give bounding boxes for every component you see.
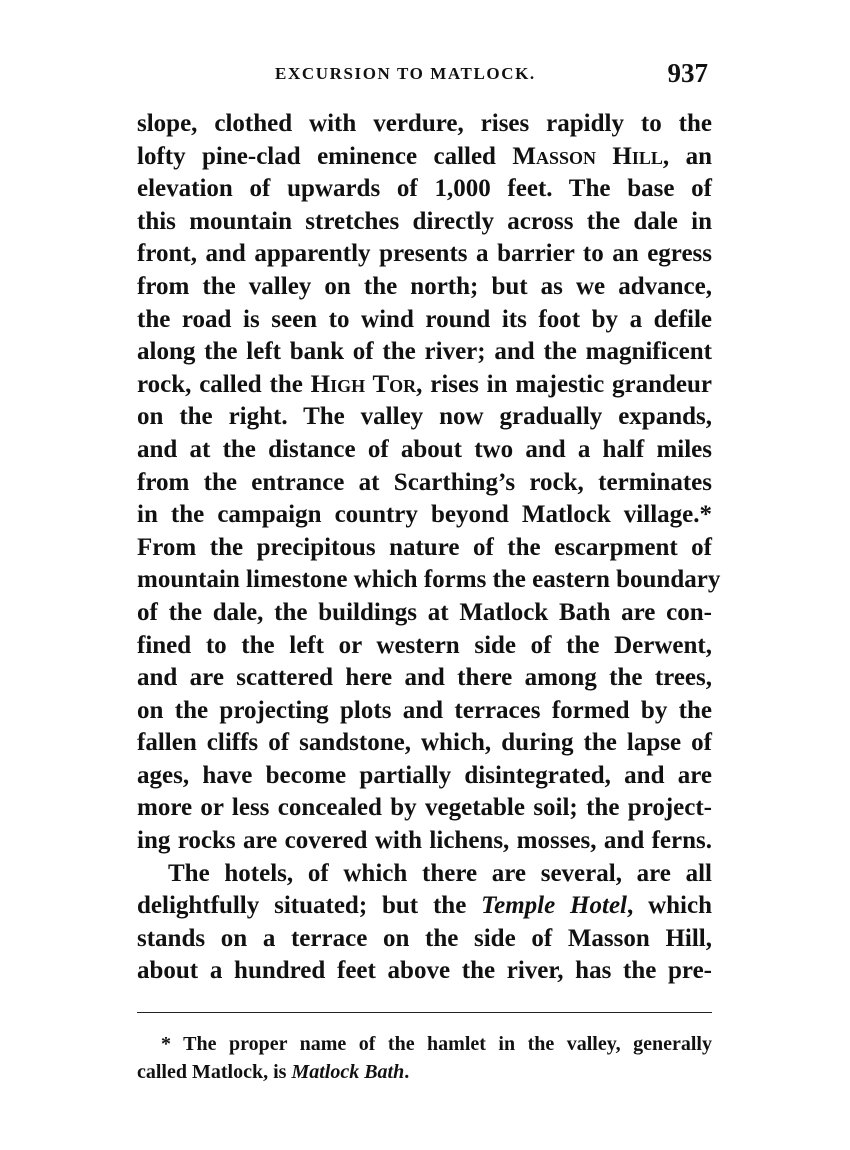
text-line: more or less concealed by vegetable soil; the project- bbox=[137, 794, 712, 822]
text-line: on the right. The valley now gradually expands, bbox=[137, 403, 712, 431]
text-line: in the campaign country beyond Matlock village.* bbox=[137, 501, 712, 529]
text-line: from the entrance at Scarthing’s rock, terminates bbox=[137, 468, 712, 496]
text-line: and are scattered here and there among the trees, bbox=[137, 664, 712, 692]
text-line-paragraph-start: The hotels, of which there are several, are all bbox=[168, 859, 712, 887]
place-name-masson-hill: Masson Hill bbox=[512, 142, 663, 170]
footnote-rule bbox=[137, 1012, 712, 1013]
text-line: ages, have become partially disintegrated, and are bbox=[137, 761, 712, 789]
text-line: lofty pine-clad eminence called Masson Hill, an bbox=[137, 142, 712, 170]
text-line: front, and apparently presents a barrier to an egress bbox=[137, 240, 712, 268]
text-line: slope, clothed with verdure, rises rapidly to the bbox=[137, 110, 712, 137]
text-line: From the precipitous nature of the escarpment of bbox=[137, 533, 712, 561]
place-name-high-tor: High Tor bbox=[310, 370, 417, 398]
text-line: of the dale, the buildings at Matlock Bath are con- bbox=[137, 598, 712, 626]
running-title: EXCURSION TO MATLOCK. bbox=[275, 64, 536, 83]
text-line: stands on a terrace on the side of Masson Hill, bbox=[137, 924, 712, 952]
text-line: this mountain stretches directly across the dale in bbox=[137, 207, 712, 235]
text-line: along the left bank of the river; and the magnificent bbox=[137, 338, 712, 366]
text-line: ing rocks are covered with lichens, mosses, and ferns. bbox=[137, 827, 712, 855]
text-line: on the projecting plots and terraces formed by the bbox=[137, 696, 712, 724]
text-line: fined to the left or western side of the Derwent, bbox=[137, 631, 712, 659]
text-line: fallen cliffs of sandstone, which, during the lapse of bbox=[137, 729, 712, 757]
text-line: the road is seen to wind round its foot by a defile bbox=[137, 305, 712, 333]
text-line: mountain limestone which forms the eastern boundary bbox=[137, 566, 721, 594]
text-line: elevation of upwards of 1,000 feet. The base of bbox=[137, 175, 712, 203]
footnote-line: * The proper name of the hamlet in the valley, generally bbox=[161, 1033, 712, 1055]
text-line: and at the distance of about two and a half miles bbox=[137, 435, 712, 463]
running-head bbox=[137, 58, 712, 92]
hotel-name-temple-hotel: Temple Hotel bbox=[481, 892, 627, 920]
footnote-line: called Matlock, is Matlock Bath. bbox=[137, 1061, 410, 1083]
text-line: from the valley on the north; but as we advance, bbox=[137, 272, 712, 300]
text-line: delightfully situated; but the Temple Hotel, which bbox=[137, 892, 712, 920]
page-number: 937 bbox=[667, 58, 708, 88]
footnote-italic-matlock-bath: Matlock Bath bbox=[291, 1061, 405, 1083]
text-line: rock, called the High Tor, rises in majestic grandeur bbox=[137, 370, 712, 398]
footnote bbox=[137, 1030, 712, 1086]
text-line: about a hundred feet above the river, has the pre- bbox=[137, 957, 712, 985]
body-text bbox=[137, 108, 721, 988]
